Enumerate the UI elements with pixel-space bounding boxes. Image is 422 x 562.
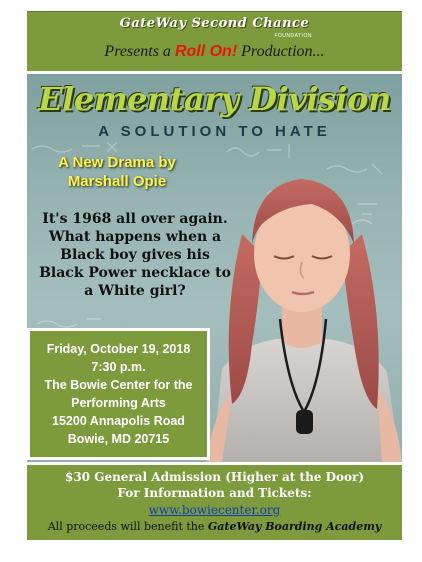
roll-on-label: Roll On!	[174, 43, 238, 60]
presents-line	[27, 43, 402, 61]
question-line: What happens when a	[48, 229, 222, 245]
event-time: 7:30 p.m.	[91, 360, 146, 374]
foundation-sub: FOUNDATION	[274, 33, 312, 39]
address-line-2: Bowie, MD 20715	[67, 432, 170, 446]
event-info-box	[27, 328, 210, 460]
poster-title: Elementary Division	[38, 80, 391, 118]
venue-line-1: The Bowie Center for the	[44, 378, 193, 392]
address-line-1: 15200 Annapolis Road	[52, 414, 185, 428]
venue-line-2: Performing Arts	[71, 396, 166, 410]
question-line: Black boy gives his	[60, 247, 210, 263]
presents-suffix: Production...	[241, 43, 325, 60]
presents-prefix: Presents a	[104, 43, 171, 60]
info-text: For Information and Tickets:	[117, 486, 312, 500]
proceeds-prefix: All proceeds will benefit the	[47, 520, 205, 533]
question-line: It's 1968 all over again.	[42, 211, 228, 227]
drama-line-1: A New Drama by	[58, 154, 176, 171]
girl-illustration	[202, 144, 402, 462]
proceeds-line	[27, 520, 402, 533]
tagline-question	[35, 210, 235, 300]
drama-line-2: Marshall Opie	[67, 173, 167, 190]
question-line: a White girl?	[84, 283, 186, 299]
academy-name: GateWay Boarding Academy	[207, 520, 382, 533]
admission-text: $30 General Admission (Higher at the Door)	[64, 470, 365, 484]
poster-subtitle: A SOLUTION TO HATE	[98, 123, 331, 140]
foundation-name: GateWay Second Chance	[119, 16, 310, 31]
footer-box	[27, 465, 402, 540]
header-banner	[27, 11, 402, 71]
event-date: Friday, October 19, 2018	[46, 342, 191, 356]
website-link[interactable]: www.bowiecenter.org	[148, 503, 281, 517]
question-line: Black Power necklace to	[39, 265, 231, 281]
